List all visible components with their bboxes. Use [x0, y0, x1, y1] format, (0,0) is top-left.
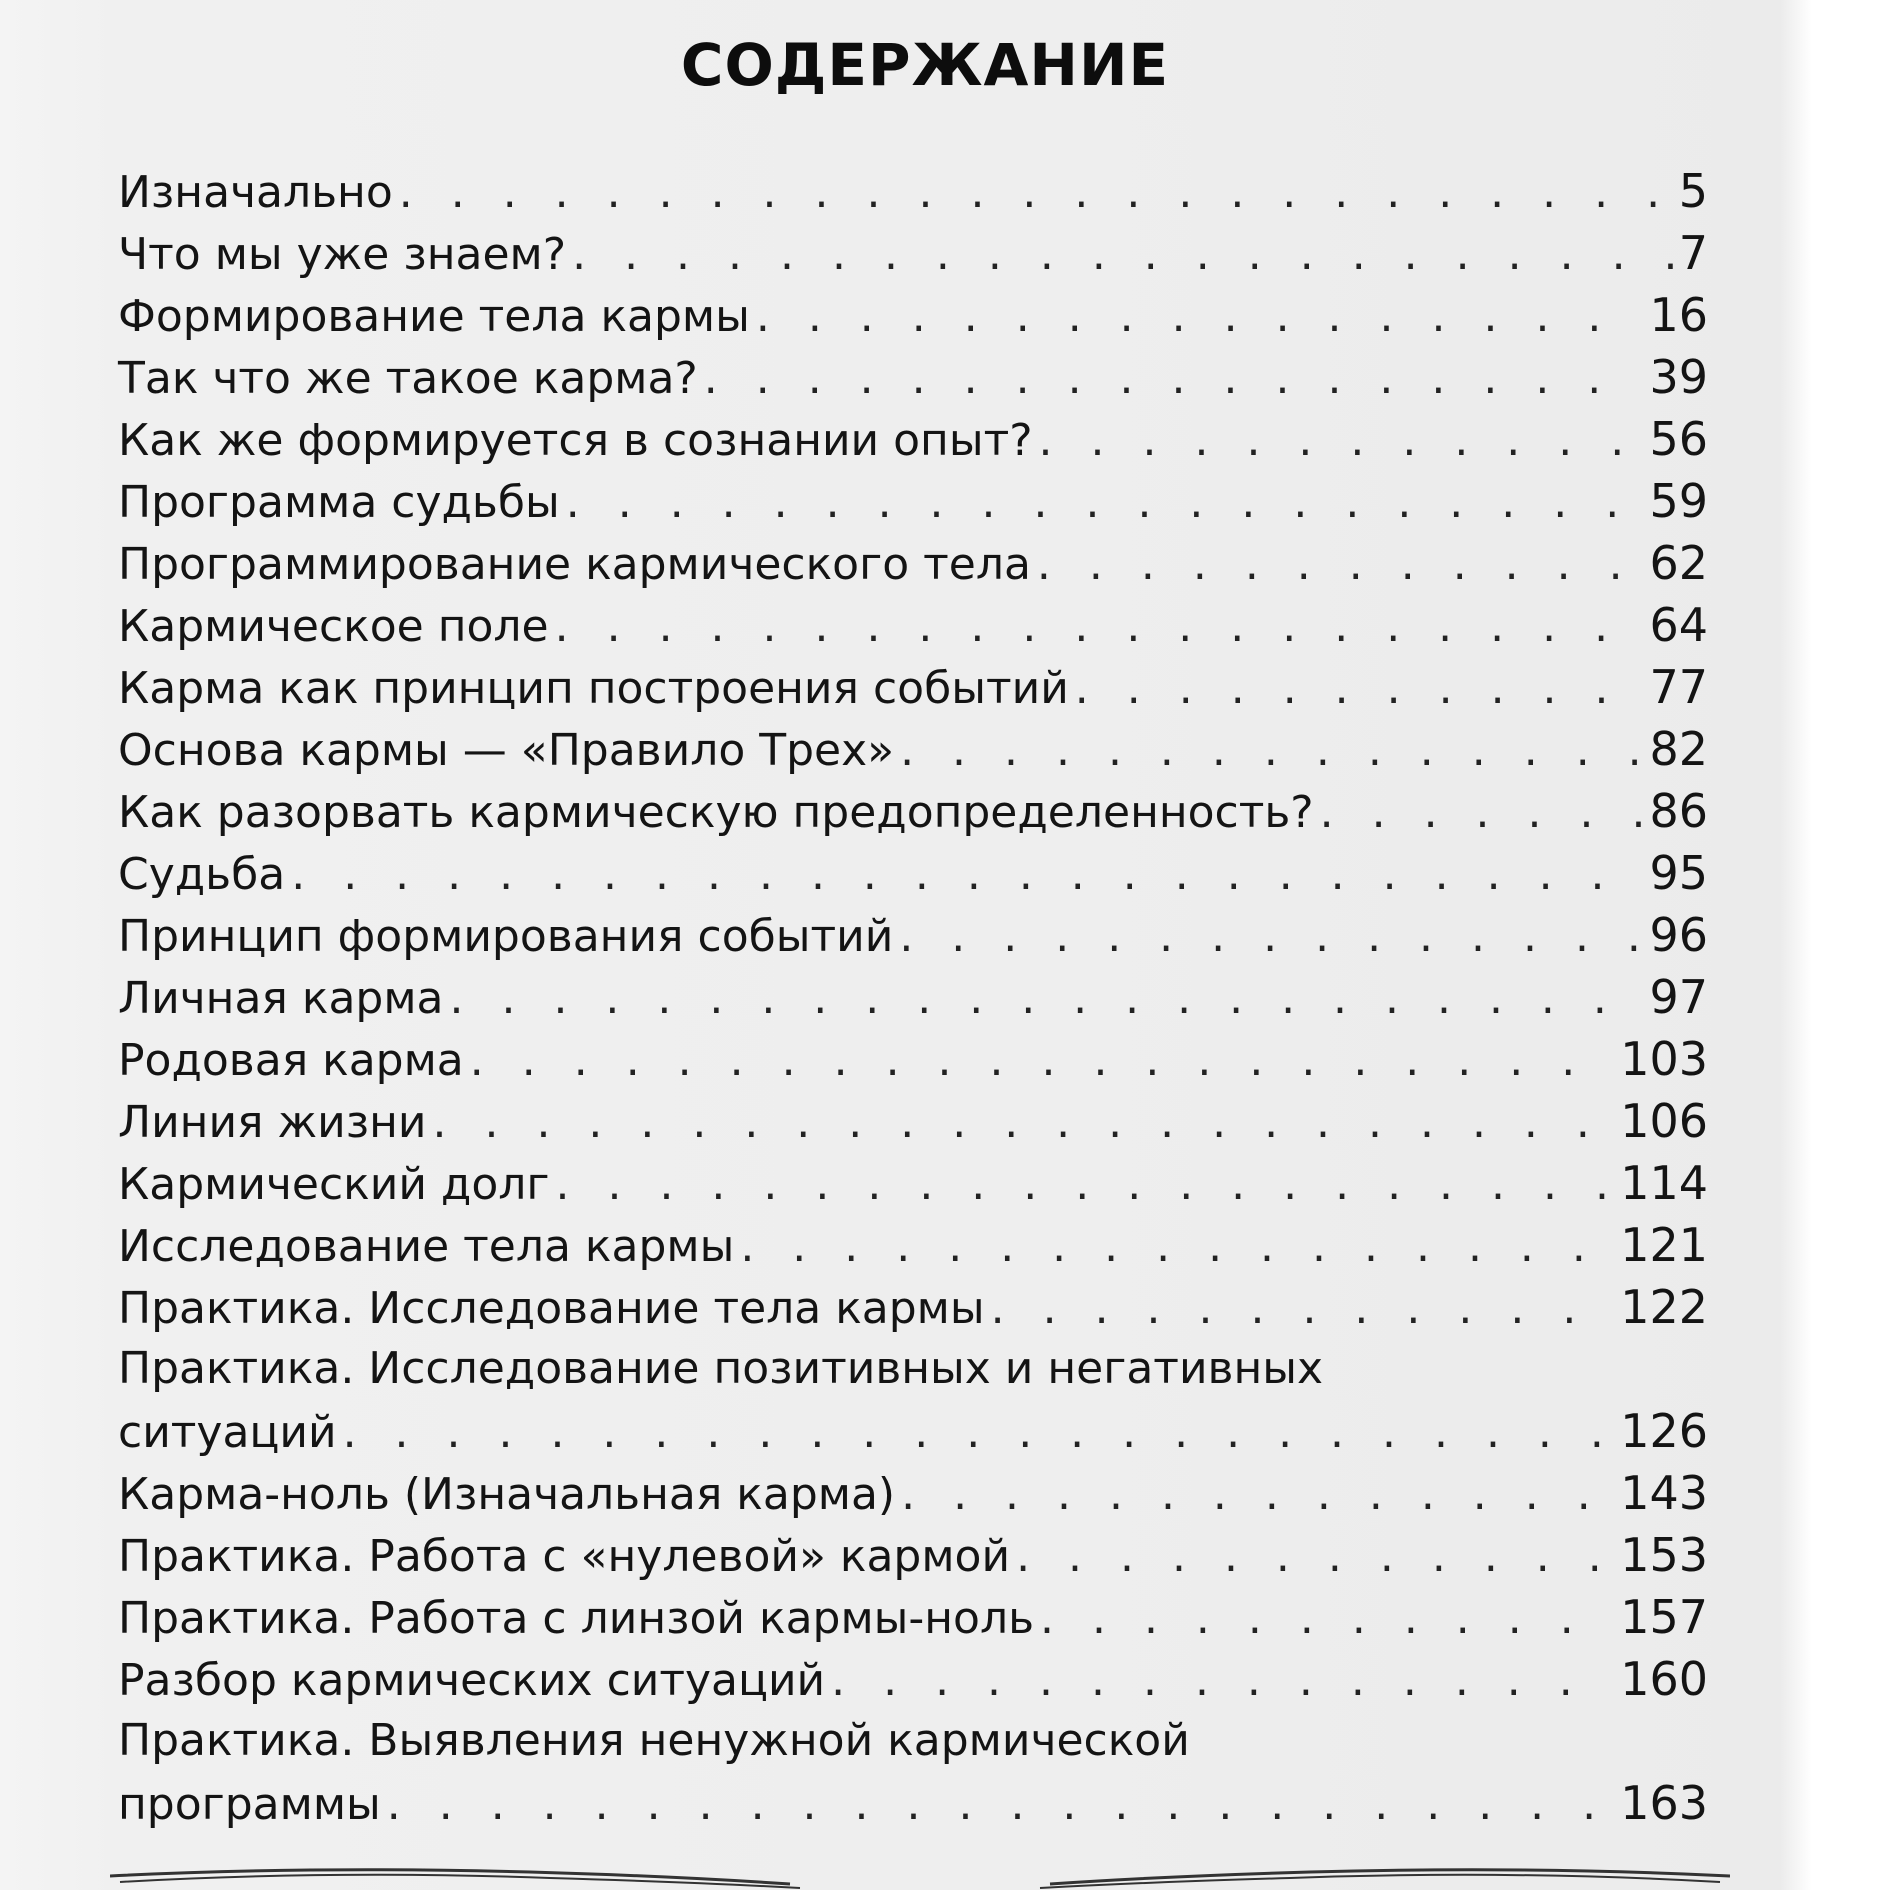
toc-page-number: 62	[1649, 536, 1708, 590]
toc-entry-title-continued: программы	[118, 1779, 381, 1830]
dot-leader	[740, 1216, 1614, 1278]
toc-page-number: 106	[1620, 1094, 1708, 1148]
dot-leader	[831, 1650, 1614, 1712]
toc-entry	[118, 594, 1708, 656]
dot-leader	[899, 906, 1643, 968]
toc-entry	[118, 1090, 1708, 1152]
toc-entry-title: Личная карма	[118, 973, 444, 1024]
toc-entry	[118, 408, 1708, 470]
toc-entry	[118, 346, 1708, 408]
toc-entry-title: Программа судьбы	[118, 477, 560, 528]
toc-entry	[118, 470, 1708, 532]
toc-page-number: 143	[1620, 1466, 1708, 1520]
toc-page-number: 163	[1620, 1776, 1708, 1830]
toc-page-number: 126	[1620, 1404, 1708, 1458]
dot-leader	[387, 1774, 1614, 1836]
toc-page-number: 96	[1649, 908, 1708, 962]
toc-page-number: 64	[1649, 598, 1708, 652]
toc-entry-title: Кармическое поле	[118, 601, 549, 652]
dot-leader	[450, 968, 1644, 1030]
dot-leader	[900, 720, 1643, 782]
toc-entry-title: Карма-ноль (Изначальная карма)	[118, 1469, 896, 1520]
toc-page-number: 157	[1620, 1590, 1708, 1644]
toc-page-number: 103	[1620, 1032, 1708, 1086]
dot-leader	[433, 1092, 1615, 1154]
toc-entry	[118, 222, 1708, 284]
dot-leader	[991, 1278, 1615, 1340]
toc-page-number: 82	[1649, 722, 1708, 776]
toc-entry-title: Программирование кармического тела	[118, 539, 1031, 590]
dot-leader	[1075, 658, 1644, 720]
toc-page-number: 121	[1620, 1218, 1708, 1272]
toc-page-number: 160	[1620, 1652, 1708, 1706]
toc-entry	[118, 1400, 1708, 1462]
toc-page-number: 5	[1678, 164, 1708, 218]
toc-entry	[118, 842, 1708, 904]
dot-leader	[555, 596, 1644, 658]
toc-entry	[118, 966, 1708, 1028]
toc-entry-title: Основа кармы — «Правило Трех»	[118, 725, 895, 776]
toc-entry-title: Судьба	[118, 849, 286, 900]
toc-entry-title: Так что же такое карма?	[118, 353, 698, 404]
toc-entry	[118, 1586, 1708, 1648]
toc-entry	[118, 1276, 1708, 1338]
toc-page-number: 153	[1620, 1528, 1708, 1582]
toc-entry	[118, 1214, 1708, 1276]
dot-leader	[566, 472, 1644, 534]
dot-leader	[556, 1154, 1615, 1216]
toc-page-number: 97	[1649, 970, 1708, 1024]
toc-entry-title: Исследование тела кармы	[118, 1221, 735, 1272]
toc-page-number: 114	[1620, 1156, 1708, 1210]
toc-page-number: 59	[1649, 474, 1708, 528]
toc-page-number: 39	[1649, 350, 1708, 404]
toc-entry-title: Принцип формирования событий	[118, 911, 894, 962]
dot-leader	[399, 162, 1673, 224]
dot-leader	[343, 1402, 1615, 1464]
toc-entry	[118, 284, 1708, 346]
toc-entry	[118, 1772, 1708, 1834]
toc-entry-title: Практика. Работа с линзой кармы-ноль	[118, 1593, 1035, 1644]
toc-entry-title-continued: ситуаций	[118, 1407, 337, 1458]
toc-entry-title: Что мы уже знаем?	[118, 229, 567, 280]
toc-entry	[118, 1462, 1708, 1524]
dot-leader	[291, 844, 1643, 906]
dot-leader	[901, 1464, 1614, 1526]
toc-page-number: 7	[1678, 226, 1708, 280]
toc-entry-title: Разбор кармических ситуаций	[118, 1655, 826, 1706]
toc-entry-title: Родовая карма	[118, 1035, 464, 1086]
toc-entry	[118, 656, 1708, 718]
table-of-contents	[118, 160, 1708, 1834]
dot-leader	[572, 224, 1673, 286]
toc-entry-title: Практика. Выявления ненужной кармической	[118, 1715, 1190, 1766]
toc-entry-title: Практика. Исследование позитивных и негативных	[118, 1343, 1324, 1394]
toc-entry-title: Изначально	[118, 167, 393, 218]
toc-entry	[118, 532, 1708, 594]
dot-leader	[1040, 1588, 1614, 1650]
dot-leader	[470, 1030, 1614, 1092]
toc-page-number: 122	[1620, 1280, 1708, 1334]
toc-entry-title: Как разорвать кармическую предопределенность?	[118, 787, 1314, 838]
page-title: СОДЕРЖАНИЕ	[680, 31, 1170, 99]
toc-page-number: 56	[1649, 412, 1708, 466]
toc-page-number: 16	[1649, 288, 1708, 342]
toc-entry-first-line	[118, 1710, 1708, 1772]
dot-leader	[1016, 1526, 1614, 1588]
toc-entry-title: Кармический долг	[118, 1159, 550, 1210]
toc-entry	[118, 718, 1708, 780]
toc-entry	[118, 904, 1708, 966]
toc-entry-first-line	[118, 1338, 1708, 1400]
toc-entry	[118, 1648, 1708, 1710]
dot-leader	[1037, 534, 1644, 596]
toc-page-number: 95	[1649, 846, 1708, 900]
toc-entry-title: Практика. Исследование тела кармы	[118, 1283, 985, 1334]
toc-entry-title: Практика. Работа с «нулевой» кармой	[118, 1531, 1011, 1582]
dot-leader	[1320, 782, 1644, 844]
toc-entry-title: Линия жизни	[118, 1097, 427, 1148]
toc-entry-title: Формирование тела кармы	[118, 291, 750, 342]
dot-leader	[1039, 410, 1644, 472]
toc-page-number: 77	[1649, 660, 1708, 714]
dot-leader	[756, 286, 1644, 348]
toc-entry	[118, 1524, 1708, 1586]
toc-entry-title: Карма как принцип построения событий	[118, 663, 1069, 714]
decorative-footer-ornament	[110, 1862, 1730, 1890]
toc-entry	[118, 1028, 1708, 1090]
toc-page-number: 86	[1649, 784, 1708, 838]
toc-entry	[118, 780, 1708, 842]
toc-entry-title: Как же формируется в сознании опыт?	[118, 415, 1033, 466]
toc-entry	[118, 1152, 1708, 1214]
dot-leader	[704, 348, 1644, 410]
toc-entry	[118, 160, 1708, 222]
